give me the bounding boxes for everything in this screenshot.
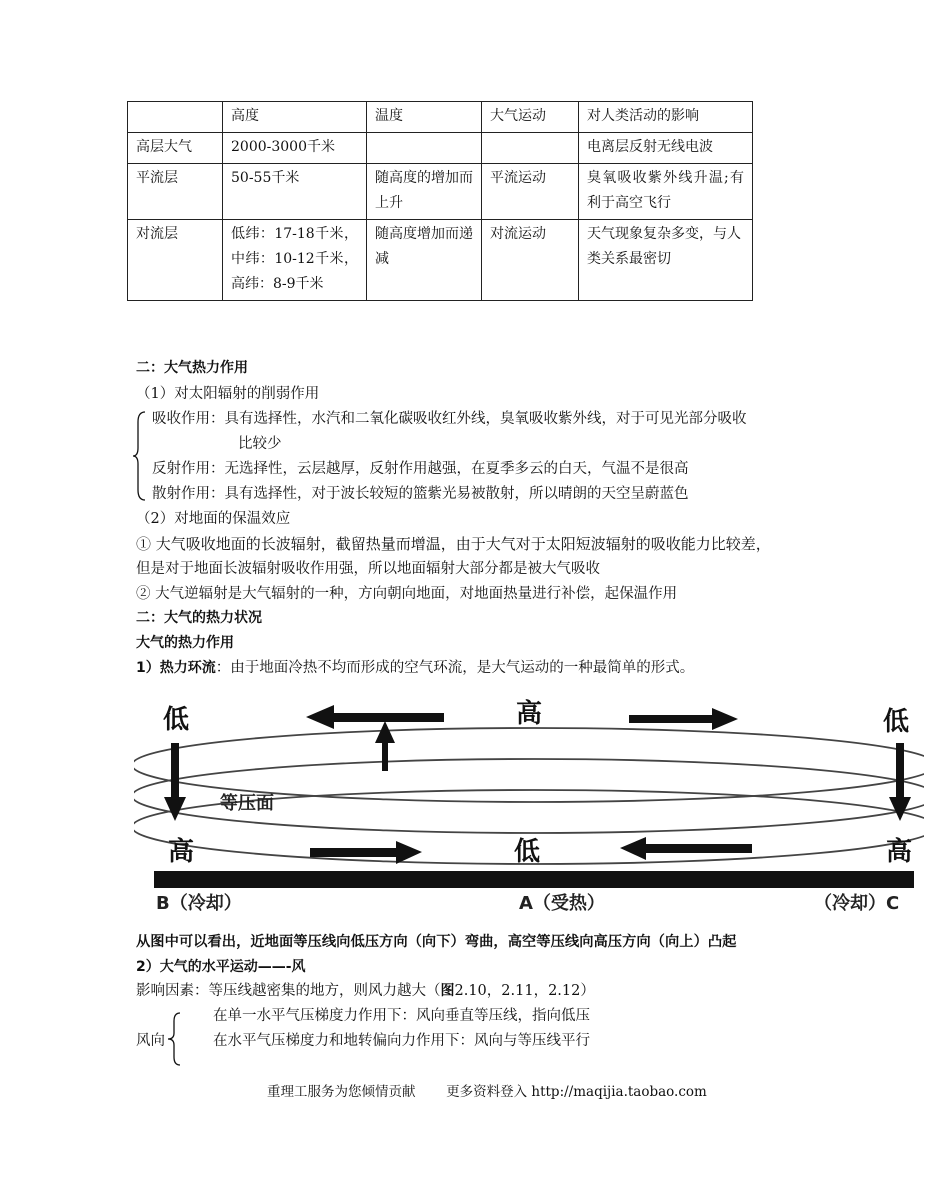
factor-suffix: 2.10，2.11，2.12） [454,983,595,999]
label-bottom-center-low: 低 [514,837,541,867]
paragraph-1-cont: 但是对于地面长波辐射吸收作用强，所以地面辐射大部分都是被大气吸收 [136,561,600,577]
atmosphere-layers-table [127,101,753,301]
label-ground-b: B（冷却） [156,893,242,914]
horizontal-motion-heading: 2）大气的水平运动——-风 [136,959,306,975]
table-header-cell: 温度 [367,102,482,133]
item1-label: 1）热力环流 [136,660,216,676]
table-cell [367,133,482,164]
label-ground-a: A（受热） [519,893,605,914]
table-cell: 高层大气 [128,133,223,164]
scattering-line: 散射作用：具有选择性，对于波长较短的篮紫光易被散射，所以晴朗的天空呈蔚蓝色 [152,486,689,502]
page-footer [267,1080,707,1100]
table-cell: 天气现象复杂多变，与人类关系最密切 [579,220,753,301]
table-cell: 对流运动 [482,220,579,301]
reflection-line: 反射作用：无选择性，云层越厚，反射作用越强，在夏季多云的白天，气温不是很高 [152,461,689,477]
table-header-row [128,102,753,133]
factor-prefix: 影响因素：等压线越密集的地方，则风力越大（ [136,983,441,999]
subheading-thermal-action: 大气的热力作用 [136,635,234,651]
label-bottom-left-high: 高 [168,837,195,867]
table-cell: 2000-3000千米 [223,133,367,164]
label-top-center-high: 高 [516,699,543,729]
table-row [128,133,753,164]
table-cell: 50-55千米 [223,164,367,220]
table-row [128,220,753,301]
label-top-left-low: 低 [163,705,190,735]
factor-bold: 图 [440,983,455,999]
table-cell: 电离层反射无线电波 [579,133,753,164]
table-header-cell [128,102,223,133]
left-brace-icon [166,1011,182,1067]
table-cell: 对流层 [128,220,223,301]
footer-right-text: 更多资料登入 http://maqijia.taobao.com [446,1084,707,1100]
table-cell: 低纬：17-18千米，中纬：10-12千米，高纬：8-9千米 [223,220,367,301]
label-isobar: 等压面 [220,793,274,814]
subheading-greenhouse: （2）对地面的保温效应 [136,511,291,527]
wind-direction-case-2: 在水平气压梯度力和地转偏向力作用下：风向与等压线平行 [213,1033,590,1049]
table-header-cell: 对人类活动的影响 [579,102,753,133]
upward-arrow-icon [375,721,395,771]
table-cell [482,133,579,164]
table-header-cell: 高度 [223,102,367,133]
table-header-cell: 大气运动 [482,102,579,133]
wind-direction-label: 风向 [136,1033,165,1049]
absorption-line-cont: 比较少 [238,436,282,452]
table-row [128,164,753,220]
label-top-right-low: 低 [883,707,910,737]
paragraph-1: ① 大气吸收地面的长波辐射，截留热量而增温，由于大气对于太阳短波辐射的吸收能力比较差， [136,535,771,553]
table-cell: 随高度增加而递减 [367,220,482,301]
table-cell: 平流运动 [482,164,579,220]
label-bottom-right-high: 高 [886,837,913,867]
section-heading-thermal-effect: 二：大气热力作用 [136,360,248,376]
table-cell: 臭氧吸收紫外线升温;有利于高空飞行 [579,164,753,220]
left-brace-icon [132,410,148,502]
absorption-line: 吸收作用：具有选择性，水汽和二氧化碳吸收红外线，臭氧吸收紫外线，对于可见光部分吸收 [152,411,747,427]
table-cell: 平流层 [128,164,223,220]
table-cell: 随高度的增加而上升 [367,164,482,220]
item1-text: ：由于地面冷热不均而形成的空气环流，是大气运动的一种最简单的形式。 [215,660,695,676]
influence-factor-line [136,981,595,1001]
upper-left-arrow-icon [306,705,444,729]
thermal-circulation-line [136,658,694,678]
upper-right-arrow-icon [629,708,738,730]
diagram-conclusion: 从图中可以看出，近地面等压线向低压方向（向下）弯曲，高空等压线向高压方向（向上）凸起 [136,934,737,950]
footer-left-text: 重理工服务为您倾情贡献 [267,1084,416,1100]
paragraph-2: ② 大气逆辐射是大气辐射的一种，方向朝向地面，对地面热量进行补偿，起保温作用 [136,586,678,602]
lower-right-arrow-icon [620,837,752,860]
wind-direction-case-1: 在单一水平气压梯度力作用下：风向垂直等压线，指向低压 [213,1008,590,1024]
ground-bar [154,871,914,888]
thermal-circulation-diagram [134,697,924,922]
section-heading-thermal-state: 二：大气的热力状况 [136,610,262,626]
subheading-weakening: （1）对太阳辐射的削弱作用 [136,386,320,402]
label-ground-c: （冷却）C [814,893,900,914]
